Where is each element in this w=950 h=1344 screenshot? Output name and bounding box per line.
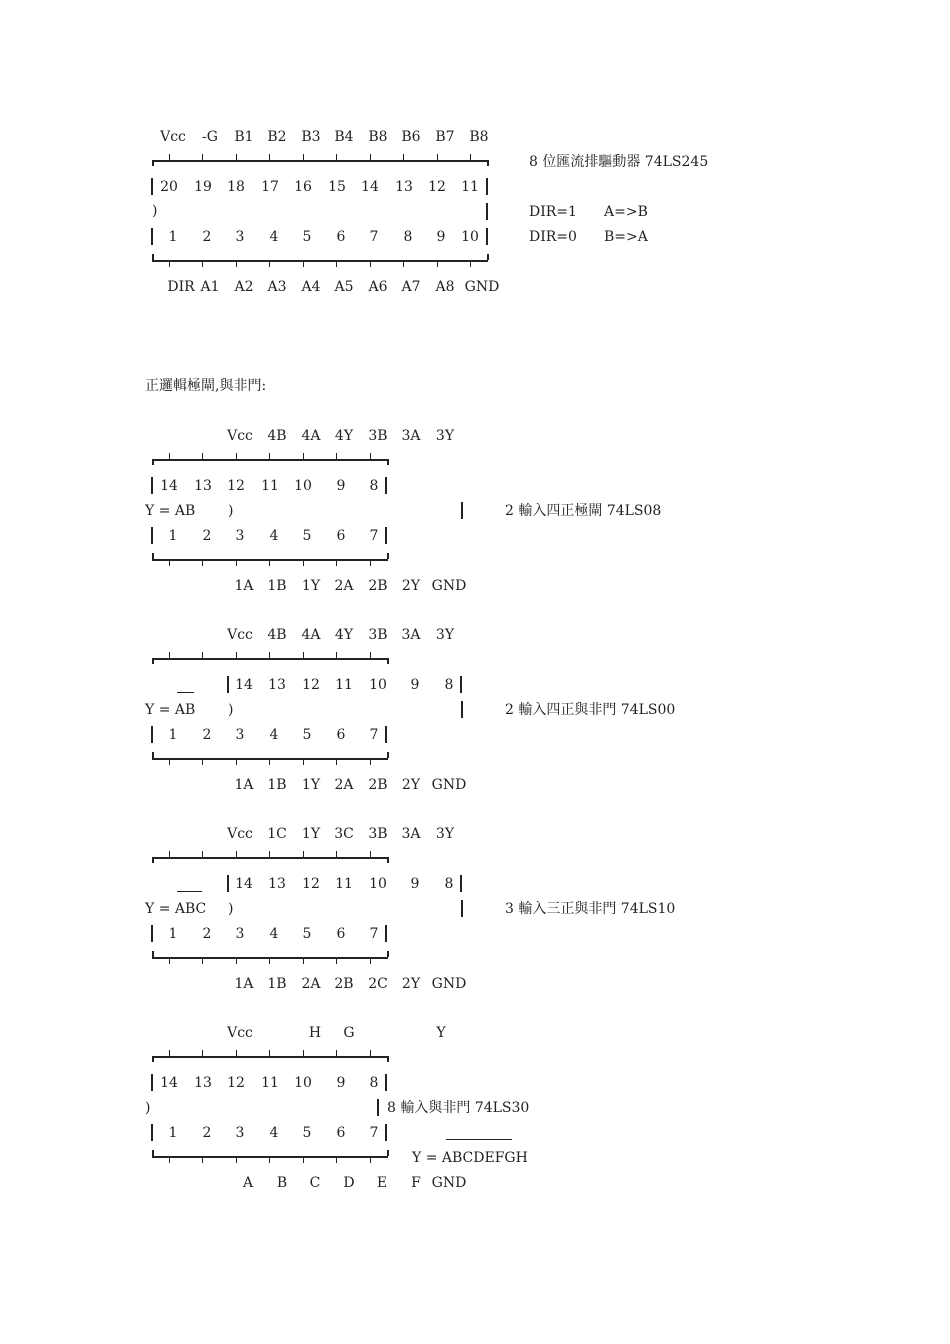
pin-label-bottom: B <box>276 1175 288 1191</box>
chip-side <box>151 1124 153 1141</box>
pin-tick <box>370 560 371 566</box>
pin-number: 8 <box>444 876 454 892</box>
chip-side <box>461 701 463 718</box>
pin-label-bottom: 2B <box>334 976 354 992</box>
pin-tick <box>370 652 371 658</box>
pin-tick <box>303 652 304 658</box>
chip-outline-corner <box>152 1056 154 1062</box>
chip-side <box>461 900 463 917</box>
pin-tick <box>169 1050 170 1056</box>
pin-label-bottom: 2A <box>334 777 354 793</box>
pin-number: 10 <box>369 876 387 892</box>
pin-label-top: 3C <box>334 826 354 842</box>
pin-tick <box>269 1157 270 1163</box>
chip-side <box>486 203 488 220</box>
pin-tick <box>336 154 337 160</box>
pin-label-bottom: 2Y <box>401 578 421 594</box>
chip-outline-top <box>152 857 388 859</box>
pin-number: 9 <box>336 1075 346 1091</box>
pin-label-bottom: A7 <box>401 279 421 295</box>
pin-tick <box>202 560 203 566</box>
chip-outline-corner <box>487 254 489 260</box>
pin-label-top: 3A <box>401 627 421 643</box>
chip-side <box>385 1124 387 1141</box>
chip-outline-corner <box>152 951 154 957</box>
pin-tick <box>403 261 404 267</box>
chip-outline-corner <box>387 553 389 559</box>
pin-number: 9 <box>436 229 446 245</box>
pin-number: 13 <box>194 478 212 494</box>
chip-outline-corner <box>152 857 154 863</box>
pin-tick <box>236 1050 237 1056</box>
pin-tick <box>336 560 337 566</box>
pin-tick <box>336 759 337 765</box>
pin-number: 13 <box>268 876 286 892</box>
pin-number: 8 <box>403 229 413 245</box>
pin-label-bottom: A1 <box>200 279 220 295</box>
pin-number: 6 <box>336 1125 346 1141</box>
negation-overbar <box>177 891 202 892</box>
pin-tick <box>202 652 203 658</box>
pin-tick <box>370 261 371 267</box>
pin-tick <box>202 958 203 964</box>
pin-label-bottom: A4 <box>301 279 321 295</box>
pin-number: 10 <box>369 677 387 693</box>
pin-number: 12 <box>227 478 245 494</box>
chip-title: 8 位匯流排驅動器 74LS245 <box>529 154 709 170</box>
chip-outline-corner <box>487 160 489 166</box>
pin-number: 13 <box>194 1075 212 1091</box>
pin-number: 1 <box>168 926 178 942</box>
pin-tick <box>336 652 337 658</box>
pin-label-bottom: DIR <box>167 279 195 295</box>
pin-tick <box>303 1157 304 1163</box>
pin-number: 12 <box>227 1075 245 1091</box>
pin-label-top: 4B <box>267 627 287 643</box>
pin-number: 14 <box>235 876 253 892</box>
pin-number: 14 <box>160 478 178 494</box>
pin-number: 8 <box>444 677 454 693</box>
pin-number: 7 <box>369 528 379 544</box>
pin-label-top: Y <box>436 1025 446 1041</box>
pin-tick <box>269 958 270 964</box>
pin-label-top: 1C <box>267 826 287 842</box>
chip-outline-corner <box>152 160 154 166</box>
pin-number: 14 <box>361 179 379 195</box>
pin-label-top: 4Y <box>334 428 354 444</box>
pin-label-top: Vcc <box>227 428 253 444</box>
chip-outline-corner <box>152 1150 154 1156</box>
pin-label-bottom: 2Y <box>401 976 421 992</box>
pin-label-bottom: C <box>309 1175 321 1191</box>
pin-number: 11 <box>261 478 279 494</box>
pin-tick <box>303 958 304 964</box>
pin-tick <box>269 560 270 566</box>
chip-outline-corner <box>387 951 389 957</box>
pin-number: 3 <box>235 1125 245 1141</box>
pin-tick <box>370 1157 371 1163</box>
pin-tick <box>470 261 471 267</box>
chip-side <box>377 1099 379 1116</box>
pin-label-bottom: 2A <box>334 578 354 594</box>
pin-label-top: B8 <box>368 129 388 145</box>
pin-tick <box>336 1157 337 1163</box>
pin-label-bottom: 2B <box>368 578 388 594</box>
chip-side <box>486 228 488 245</box>
chip-title: 2 輸入四正與非門 74LS00 <box>505 702 676 718</box>
chip-outline-corner <box>387 752 389 758</box>
pin-tick <box>269 453 270 459</box>
pin-number: 2 <box>202 1125 212 1141</box>
pin-number: 19 <box>194 179 212 195</box>
pin-label-bottom: F <box>411 1175 421 1191</box>
pin-tick <box>236 958 237 964</box>
pin-tick <box>303 1050 304 1056</box>
pin-tick <box>269 759 270 765</box>
pin-label-top: B7 <box>435 129 455 145</box>
pin-number: 6 <box>336 926 346 942</box>
notch-mark: ) <box>228 503 234 519</box>
pin-tick <box>370 958 371 964</box>
chip-side <box>461 502 463 519</box>
pin-tick <box>202 1050 203 1056</box>
notch-mark: ) <box>145 1100 151 1116</box>
chip-outline-corner <box>387 658 389 664</box>
pin-number: 12 <box>302 876 320 892</box>
pin-tick <box>202 261 203 267</box>
pin-number: 11 <box>335 876 353 892</box>
chip-title: 8 輸入與非門 74LS30 <box>387 1100 530 1116</box>
pin-number: 6 <box>336 528 346 544</box>
pin-number: 6 <box>336 727 346 743</box>
pin-label-bottom: A5 <box>334 279 354 295</box>
pin-label-bottom: GND <box>431 1175 467 1191</box>
pin-number: 7 <box>369 1125 379 1141</box>
chip-title: 2 輸入四正極閘 74LS08 <box>505 503 662 519</box>
chip-side <box>460 875 462 892</box>
pin-label-top: G <box>343 1025 355 1041</box>
pin-label-bottom: 2C <box>368 976 388 992</box>
pin-label-top: Vcc <box>227 826 253 842</box>
chip-side <box>151 178 153 195</box>
pin-tick <box>169 261 170 267</box>
pin-tick <box>169 958 170 964</box>
pin-tick <box>437 154 438 160</box>
pin-tick <box>269 261 270 267</box>
pin-number: 13 <box>268 677 286 693</box>
pin-tick <box>202 1157 203 1163</box>
chip-side <box>151 477 153 494</box>
pin-label-bottom: E <box>376 1175 388 1191</box>
chip-side <box>460 676 462 693</box>
pin-number: 10 <box>461 229 479 245</box>
pin-label-top: 3Y <box>435 826 455 842</box>
pin-tick <box>336 453 337 459</box>
pin-number: 4 <box>269 926 279 942</box>
pin-number: 15 <box>328 179 346 195</box>
chip-outline-corner <box>387 1056 389 1062</box>
pin-label-bottom: A3 <box>267 279 287 295</box>
pin-number: 11 <box>335 677 353 693</box>
pin-number: 5 <box>302 229 312 245</box>
pin-number: 4 <box>269 229 279 245</box>
pin-number: 5 <box>302 926 312 942</box>
pin-number: 3 <box>235 528 245 544</box>
chip-outline-corner <box>387 459 389 465</box>
pin-tick <box>169 759 170 765</box>
pin-tick <box>236 759 237 765</box>
pin-label-top: B8 <box>469 129 489 145</box>
pin-label-bottom: 2Y <box>401 777 421 793</box>
section-title: 正邏輯極閘,與非門: <box>145 378 267 394</box>
pin-number: 12 <box>428 179 446 195</box>
pin-label-bottom: GND <box>431 976 467 992</box>
formula: Y = AB <box>145 503 196 519</box>
pin-number: 1 <box>168 528 178 544</box>
pin-tick <box>236 453 237 459</box>
pin-label-bottom: 1A <box>234 777 254 793</box>
pin-tick <box>236 1157 237 1163</box>
chip-outline-top <box>152 160 488 162</box>
pin-number: 3 <box>235 229 245 245</box>
pin-tick <box>370 759 371 765</box>
pin-number: 10 <box>294 478 312 494</box>
pin-tick <box>370 851 371 857</box>
pin-label-top: 3A <box>401 428 421 444</box>
pin-tick <box>370 1050 371 1056</box>
pin-tick <box>169 652 170 658</box>
chip-side <box>227 875 229 892</box>
pin-number: 9 <box>336 478 346 494</box>
pin-number: 1 <box>168 1125 178 1141</box>
pin-label-bottom: GND <box>431 578 467 594</box>
dir-label: DIR=0 <box>529 229 577 245</box>
pin-label-bottom: GND <box>431 777 467 793</box>
pin-tick <box>336 958 337 964</box>
pin-label-bottom: 2B <box>368 777 388 793</box>
pin-tick <box>169 851 170 857</box>
pin-number: 10 <box>294 1075 312 1091</box>
pin-label-top: B1 <box>234 129 254 145</box>
pin-number: 3 <box>235 926 245 942</box>
chip-side <box>385 477 387 494</box>
pin-label-top: 3Y <box>435 627 455 643</box>
pin-number: 9 <box>410 677 420 693</box>
chip-side <box>151 925 153 942</box>
pin-label-top: B2 <box>267 129 287 145</box>
pin-label-top: Vcc <box>227 627 253 643</box>
pin-label-bottom: GND <box>464 279 500 295</box>
pin-tick <box>470 154 471 160</box>
pin-number: 20 <box>160 179 178 195</box>
pin-tick <box>236 652 237 658</box>
pin-number: 8 <box>369 1075 379 1091</box>
chip-side <box>385 527 387 544</box>
chip-outline-corner <box>152 553 154 559</box>
dir-value: B=>A <box>604 229 648 245</box>
pin-tick <box>336 261 337 267</box>
pin-number: 7 <box>369 727 379 743</box>
pin-number: 5 <box>302 1125 312 1141</box>
formula: Y = ABC <box>145 901 207 917</box>
negation-overbar <box>446 1139 512 1140</box>
pin-tick <box>169 154 170 160</box>
pin-number: 2 <box>202 229 212 245</box>
chip-outline-corner <box>152 459 154 465</box>
pin-label-top: 4A <box>301 627 321 643</box>
pin-number: 4 <box>269 528 279 544</box>
pin-label-top: 3B <box>368 627 388 643</box>
pin-number: 18 <box>227 179 245 195</box>
pin-label-bottom: 1A <box>234 976 254 992</box>
pin-number: 7 <box>369 926 379 942</box>
pin-number: 1 <box>168 229 178 245</box>
pin-tick <box>169 453 170 459</box>
pin-label-top: Vcc <box>227 1025 253 1041</box>
pin-tick <box>303 851 304 857</box>
pin-tick <box>236 560 237 566</box>
pin-tick <box>236 261 237 267</box>
pin-tick <box>336 851 337 857</box>
pin-label-top: B3 <box>301 129 321 145</box>
pin-number: 1 <box>168 727 178 743</box>
pin-label-bottom: A6 <box>368 279 388 295</box>
pin-label-top: 4Y <box>334 627 354 643</box>
pin-number: 11 <box>261 1075 279 1091</box>
pin-number: 7 <box>369 229 379 245</box>
pin-tick <box>303 453 304 459</box>
pin-number: 2 <box>202 727 212 743</box>
pin-number: 14 <box>160 1075 178 1091</box>
pin-number: 16 <box>294 179 312 195</box>
pin-tick <box>303 759 304 765</box>
pin-label-bottom: 1A <box>234 578 254 594</box>
pin-tick <box>269 154 270 160</box>
chip-side <box>385 925 387 942</box>
pin-label-bottom: A <box>242 1175 254 1191</box>
pin-number: 5 <box>302 528 312 544</box>
pin-label-top: H <box>308 1025 322 1041</box>
pin-label-top: -G <box>202 129 218 145</box>
pin-tick <box>303 560 304 566</box>
pin-number: 6 <box>336 229 346 245</box>
pin-label-bottom: A2 <box>234 279 254 295</box>
chip-outline-top <box>152 1056 388 1058</box>
chip-outline-corner <box>152 254 154 260</box>
pin-tick <box>437 261 438 267</box>
pin-number: 11 <box>461 179 479 195</box>
pin-label-bottom: 1Y <box>301 578 321 594</box>
dir-label: DIR=1 <box>529 204 577 220</box>
pin-tick <box>236 851 237 857</box>
chip-side <box>151 228 153 245</box>
pin-label-bottom: 1B <box>267 578 287 594</box>
pin-tick <box>269 851 270 857</box>
pin-label-top: 4B <box>267 428 287 444</box>
pin-tick <box>269 1050 270 1056</box>
negation-overbar <box>177 692 194 693</box>
chip-outline-corner <box>152 752 154 758</box>
pin-tick <box>202 453 203 459</box>
pin-tick <box>303 154 304 160</box>
pin-tick <box>303 261 304 267</box>
pin-label-top: 1Y <box>301 826 321 842</box>
pin-tick <box>370 154 371 160</box>
chip-side <box>385 726 387 743</box>
formula: Y = AB <box>145 702 196 718</box>
chip-outline-corner <box>387 857 389 863</box>
chip-title: 3 輸入三正與非門 74LS10 <box>505 901 676 917</box>
chip-outline-corner <box>152 658 154 664</box>
pin-number: 2 <box>202 926 212 942</box>
pin-number: 4 <box>269 727 279 743</box>
pin-tick <box>236 154 237 160</box>
pin-label-top: B4 <box>334 129 354 145</box>
chip-side <box>385 1074 387 1091</box>
pin-number: 17 <box>261 179 279 195</box>
pin-tick <box>370 453 371 459</box>
notch-mark: ) <box>152 203 158 219</box>
pin-label-top: Vcc <box>160 129 186 145</box>
chip-outline-top <box>152 658 388 660</box>
pin-label-top: 3A <box>401 826 421 842</box>
pin-label-bottom: D <box>343 1175 355 1191</box>
pin-number: 14 <box>235 677 253 693</box>
pin-label-top: 3Y <box>435 428 455 444</box>
dir-value: A=>B <box>604 204 648 220</box>
pin-number: 2 <box>202 528 212 544</box>
pin-number: 5 <box>302 727 312 743</box>
pin-number: 13 <box>395 179 413 195</box>
pin-tick <box>269 652 270 658</box>
pin-label-bottom: A8 <box>435 279 455 295</box>
pin-number: 12 <box>302 677 320 693</box>
pin-number: 8 <box>369 478 379 494</box>
pin-tick <box>202 154 203 160</box>
pin-number: 3 <box>235 727 245 743</box>
chip-outline-top <box>152 459 388 461</box>
pin-tick <box>169 560 170 566</box>
pin-label-top: 4A <box>301 428 321 444</box>
pin-label-bottom: 1B <box>267 777 287 793</box>
pin-label-bottom: 1Y <box>301 777 321 793</box>
pin-tick <box>169 1157 170 1163</box>
notch-mark: ) <box>228 702 234 718</box>
formula: Y = ABCDEFGH <box>412 1150 528 1166</box>
chip-side <box>227 676 229 693</box>
pin-label-bottom: 1B <box>267 976 287 992</box>
chip-side <box>151 527 153 544</box>
chip-outline-corner <box>387 1150 389 1156</box>
pin-tick <box>202 851 203 857</box>
pin-label-top: 3B <box>368 428 388 444</box>
pin-tick <box>202 759 203 765</box>
pin-label-top: B6 <box>401 129 421 145</box>
pin-tick <box>403 154 404 160</box>
pin-label-bottom: 2A <box>301 976 321 992</box>
pin-number: 4 <box>269 1125 279 1141</box>
pin-tick <box>336 1050 337 1056</box>
chip-side <box>151 1074 153 1091</box>
pin-label-top: 3B <box>368 826 388 842</box>
notch-mark: ) <box>228 901 234 917</box>
pin-number: 9 <box>410 876 420 892</box>
chip-side <box>151 726 153 743</box>
chip-side <box>486 178 488 195</box>
